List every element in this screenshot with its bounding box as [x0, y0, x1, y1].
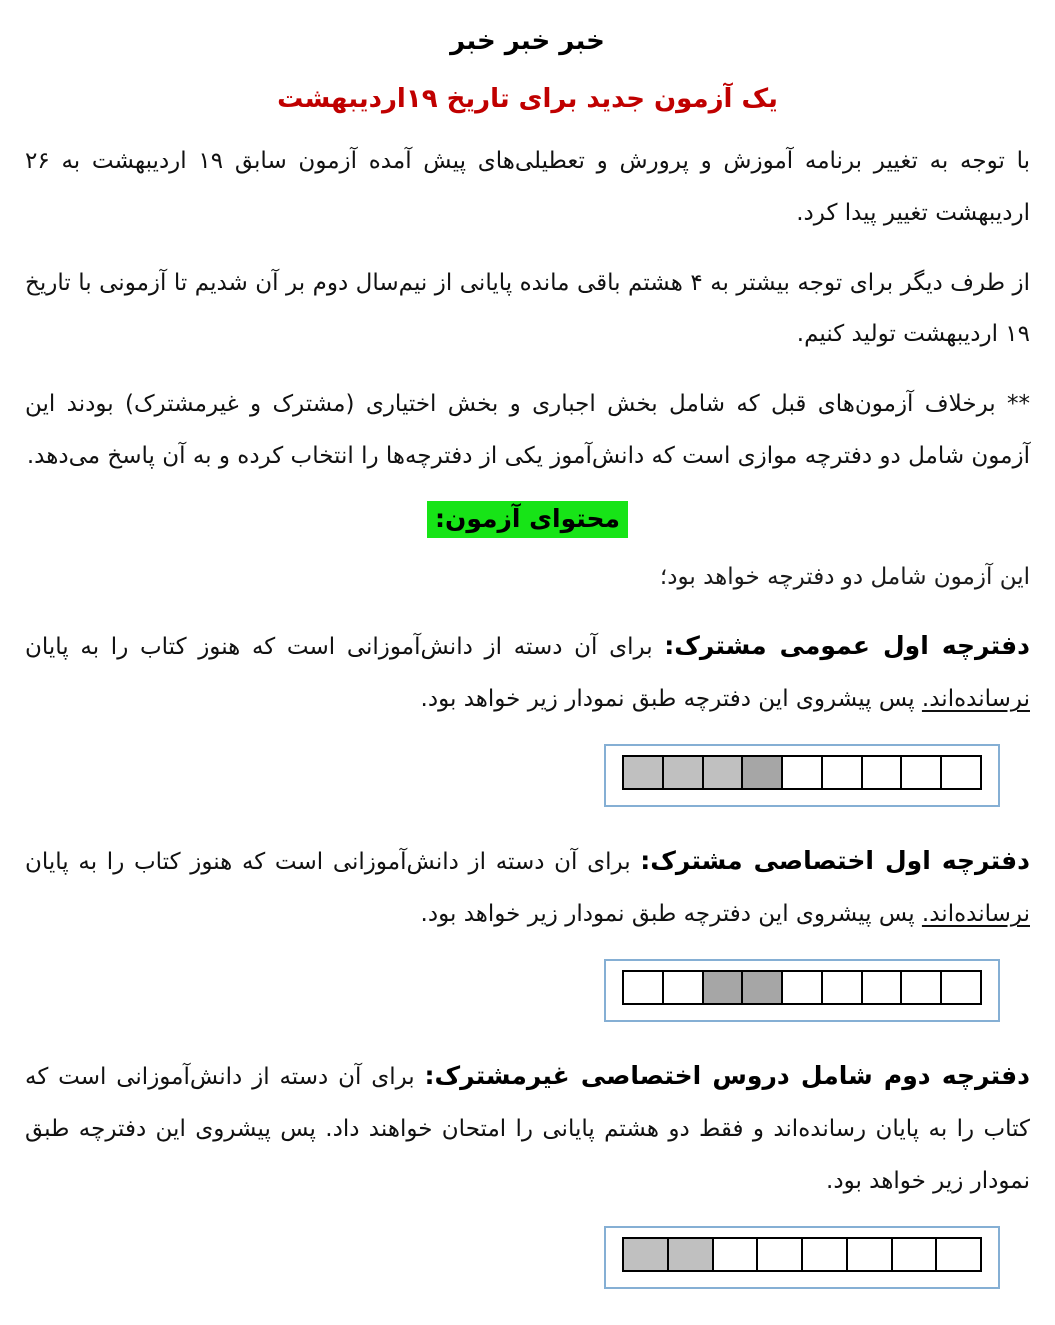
progress-cell-empty: [821, 755, 863, 790]
paragraph-two-parallel-booklets: ** برخلاف آزمون‌های قبل که شامل بخش اجباری و بخش اختیاری (مشترک و غیرمشترک) بودند این آزمون شامل دو دفترچه موازی است که دانش‌آموز یکی از دفترچه‌ها را انتخاب کرده و به آن پاسخ می‌دهد.: [25, 391, 1030, 469]
intro-line: این آزمون شامل دو دفترچه خواهد بود؛: [659, 563, 1030, 590]
booklet-1-underlined-text: نرسانده‌اند.: [921, 686, 1030, 713]
progress-chart-booklet-3: [604, 1226, 1000, 1289]
progress-cell-empty: [900, 970, 942, 1005]
progress-cell-empty: [861, 970, 903, 1005]
paragraph-schedule-change: با توجه به تغییر برنامه آموزش و پرورش و تعطیلی‌های پیش آمده آزمون سابق ۱۹ اردیبهشت به ۲۶ اردیبهشت تغییر پیدا کرد.: [25, 148, 1030, 226]
doc-title: خبر خبر خبر: [450, 26, 605, 56]
exam-content-heading: محتوای آزمون:: [427, 501, 628, 538]
progress-cell-dark: [702, 970, 744, 1005]
progress-cell-empty: [940, 970, 982, 1005]
progress-bar-booklet-3: [622, 1237, 982, 1272]
progress-cell-empty: [662, 970, 704, 1005]
booklet-1-header: دفترچه اول عمومی مشترک:: [664, 631, 1031, 661]
booklet-2-text-after: پس پیشروی این دفترچه طبق نمودار زیر خواهد بود.: [420, 901, 922, 928]
progress-cell-light: [622, 1237, 669, 1272]
progress-bar-booklet-2: [622, 970, 982, 1005]
progress-cell-light: [622, 755, 664, 790]
booklet-2-header: دفترچه اول اختصاصی مشترک:: [640, 846, 1030, 876]
progress-cell-empty: [781, 970, 823, 1005]
progress-cell-empty: [712, 1237, 759, 1272]
progress-cell-empty: [861, 755, 903, 790]
booklet-1-text-after: پس پیشروی این دفترچه طبق نمودار زیر خواهد بود.: [420, 686, 922, 713]
progress-chart-booklet-2: [604, 959, 1000, 1022]
progress-cell-dark: [741, 755, 783, 790]
progress-cell-light: [667, 1237, 714, 1272]
paragraph-new-exam-reason: از طرف دیگر برای توجه بیشتر به ۴ هشتم باقی مانده پایانی از نیم‌سال دوم بر آن شدیم تا آزمونی با تاریخ ۱۹ اردیبهشت تولید کنیم.: [25, 269, 1030, 348]
progress-cell-empty: [891, 1237, 938, 1272]
progress-cell-empty: [756, 1237, 803, 1272]
progress-cell-empty: [940, 755, 982, 790]
booklet-3-header: دفترچه دوم شامل دروس اختصاصی غیرمشترک:: [424, 1061, 1030, 1091]
progress-cell-light: [702, 755, 744, 790]
progress-cell-dark: [741, 970, 783, 1005]
booklet-1-text: برای آن دسته از دانش‌آموزانی است که هنوز کتاب را به پایان: [25, 634, 665, 661]
booklet-2-text: برای آن دسته از دانش‌آموزانی است که هنوز کتاب را به پایان: [25, 849, 641, 876]
progress-cell-empty: [935, 1237, 982, 1272]
booklet-1-description: [25, 618, 1030, 726]
progress-cell-empty: [821, 970, 863, 1005]
progress-cell-empty: [846, 1237, 893, 1272]
progress-cell-empty: [900, 755, 942, 790]
progress-cell-empty: [801, 1237, 848, 1272]
progress-cell-empty: [781, 755, 823, 790]
progress-cell-empty: [622, 970, 664, 1005]
booklet-3-text: برای آن دسته از دانش‌آموزانی است که کتاب را به پایان رسانده‌اند و فقط دو هشتم پایانی را امتحان خواهند داد. پس پیشروی این دفترچه طبق نمودار زیر خواهد بود.: [25, 1064, 1030, 1195]
progress-chart-booklet-1: [604, 744, 1000, 807]
booklet-2-description: [25, 833, 1030, 941]
booklet-2-underlined-text: نرسانده‌اند.: [921, 901, 1030, 928]
progress-cell-light: [662, 755, 704, 790]
booklet-3-description: [25, 1048, 1030, 1208]
progress-bar-booklet-1: [622, 755, 982, 790]
exam-content-heading-row: [25, 501, 1030, 538]
doc-subtitle: یک آزمون جدید برای تاریخ ۱۹اردیبهشت: [277, 84, 778, 114]
